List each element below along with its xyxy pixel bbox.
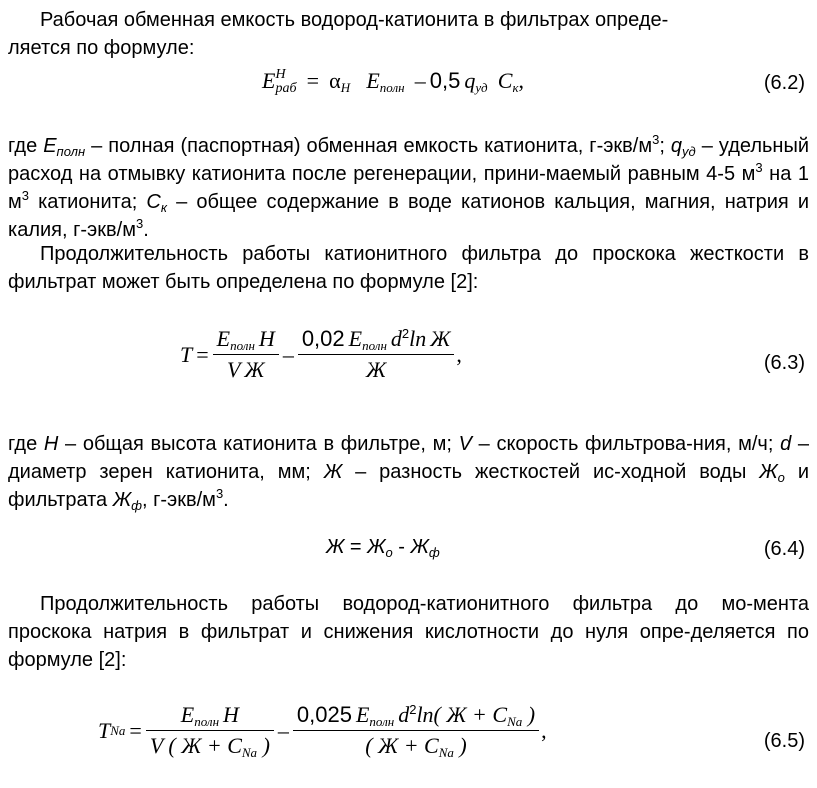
eq62-q: q — [464, 68, 476, 93]
eq62-sup-H: H — [275, 67, 286, 83]
equation-6-3 — [180, 326, 462, 383]
eq62-comma: , — [518, 68, 525, 93]
p4-sup-3: 3 — [215, 486, 224, 501]
eq65-comma: , — [541, 717, 547, 743]
eq65-n2-Na: Na — [507, 714, 523, 729]
p2-sup-3c: 3 — [21, 188, 29, 203]
paragraph-definitions-1 — [8, 132, 809, 244]
eq63-n2-coef: 0,02 — [301, 326, 345, 351]
equation-number-6-2: (6.2) — [763, 72, 805, 94]
eq65-fraction-1 — [146, 702, 274, 759]
p2-q-sub: уд — [682, 144, 696, 159]
eq63-n2-ln: ln — [409, 326, 427, 351]
eq65-minus: – — [277, 717, 289, 743]
intro-line-2: ляется по формуле: — [8, 37, 195, 59]
eq63-d1-V: V — [226, 357, 241, 382]
eq63-n1-sub: полн — [230, 338, 255, 353]
eq62-sub-rab: раб — [275, 81, 297, 97]
eq64-Zh-o: Ж — [367, 536, 386, 558]
p4-text-4: – диаметр зерен катионита, мм; — [8, 433, 809, 483]
eq64-Zh: Ж — [326, 536, 345, 558]
p4-H: H — [43, 433, 59, 455]
p2-E-sub: полн — [56, 144, 86, 159]
eq64-Zh-o-sub: о — [385, 545, 393, 560]
eq63-T: T — [180, 341, 193, 367]
eq65-d2-close: ) — [453, 733, 467, 758]
eq63-n2-Zh: Ж — [430, 326, 451, 351]
p4-Zh-o-sub: о — [777, 470, 785, 485]
p2-text-1: где — [8, 135, 44, 157]
p4-text-6: и фильтрата — [8, 461, 809, 511]
eq65-n2-d: d — [398, 702, 410, 727]
eq63-comma: , — [456, 341, 462, 367]
eq62-minus: – — [414, 68, 426, 93]
eq65-d1-sub: Na — [241, 745, 258, 760]
paragraph-intro — [8, 6, 809, 62]
p2-sup-3d: 3 — [135, 216, 144, 231]
eq65-fraction-2 — [293, 702, 539, 759]
eq63-n2-sub: полн — [362, 338, 387, 353]
p2-sup-3a: 3 — [652, 132, 660, 147]
equation-6-4 — [326, 536, 440, 559]
equation-number-6-3: (6.3) — [763, 352, 805, 374]
eq63-fraction-1 — [213, 326, 279, 383]
eq65-T: T — [98, 717, 111, 743]
p4-d: d — [780, 433, 792, 455]
eq63-d1-Zh: Ж — [244, 357, 265, 382]
p2-text-4: – удельный расход на отмывку катионита после регенерации, прини-маемый равным 4-5 м — [8, 135, 810, 185]
p2-text-5: на 1 м — [8, 163, 809, 213]
equation-number-6-5: (6.5) — [763, 730, 805, 752]
eq65-n2-close: ) — [522, 702, 536, 727]
eq62-E: E — [262, 68, 276, 93]
equation-6-2 — [262, 68, 524, 96]
eq63-d2-Zh: Ж — [366, 357, 387, 382]
equation-number-6-4: (6.4) — [763, 538, 805, 560]
eq63-equals: = — [196, 341, 209, 367]
eq63-n2-sup: 2 — [401, 326, 410, 341]
p4-Zh: Ж — [323, 461, 343, 483]
p2-text-8: . — [143, 219, 149, 241]
eq65-d2: ( Ж + C — [365, 733, 439, 758]
intro-line-1: Рабочая обменная емкость водород-катионита в фильтрах опреде- — [40, 9, 669, 31]
p4-Zh-f-sub: ф — [131, 498, 142, 513]
eq65-d1: V ( Ж + C — [149, 733, 242, 758]
eq65-n2-sub: полн — [369, 714, 395, 729]
eq62-equals: = — [306, 68, 320, 93]
p4-text-7: , г-экв/м — [141, 489, 216, 511]
p4-text-2: – общая высота катионита в фильтре, м; — [58, 433, 459, 455]
p4-text-8: . — [223, 489, 229, 511]
eq62-sub-ud: уд — [475, 80, 488, 95]
paragraph-definitions-2 — [8, 430, 809, 514]
eq65-n2-ln: ln( Ж + C — [416, 702, 508, 727]
eq63-n1-E: E — [216, 326, 231, 351]
eq65-n2-E: E — [355, 702, 370, 727]
eq64-equals: = — [344, 536, 368, 558]
eq63-n1-H: H — [258, 326, 275, 351]
eq65-d1-close: ) — [257, 733, 270, 758]
eq65-n1-H: H — [223, 702, 239, 727]
eq64-minus: - — [392, 536, 411, 558]
eq65-equals: = — [129, 717, 142, 743]
p2-sup-3b: 3 — [755, 160, 763, 175]
p2-C-sub: к — [160, 200, 167, 215]
eq62-sub-k: к — [512, 80, 519, 95]
eq63-n2-E: E — [348, 326, 363, 351]
p2-text-2: – полная (паспортная) обменная емкость катионита, г-экв/м — [85, 135, 653, 157]
p2-E: E — [43, 135, 57, 157]
p4-text-3: – скорость фильтрова-ния, м/ч; — [471, 433, 781, 455]
eq65-n1-sub: полн — [194, 714, 220, 729]
paragraph-duration-hardness: Продолжительность работы катионитного фильтра до проскока жесткости в фильтрат может быть определена по формуле [2]: — [8, 243, 809, 293]
eq63-fraction-2 — [298, 326, 455, 383]
eq62-alpha: α — [329, 68, 341, 93]
p4-V: V — [458, 433, 472, 455]
equation-6-5: T Na = $\frac{E_{полн} H}{V ( Ж + C_{Na} )}$ – $\frac{0,025 E_{полн} d^2\ln( Ж + C_{Na} )}{( Ж + C_{Na} )}$ , — [98, 702, 547, 760]
eq62-coef: 0,5 — [429, 68, 461, 93]
eq65-n1-E: E — [180, 702, 195, 727]
eq63-minus: – — [282, 341, 294, 367]
p2-text-7: – общее содержание в воде катионов кальция, магния, натрия и калия, г-экв/м — [8, 191, 810, 241]
eq65-d2-sub: Na — [438, 745, 454, 760]
eq65-n2-sup: 2 — [409, 702, 417, 717]
p4-text-5: – разность жесткостей ис-ходной воды — [342, 461, 760, 483]
p2-q: q — [670, 135, 683, 157]
eq63-n2-d: d — [390, 326, 402, 351]
eq62-C: C — [497, 68, 513, 93]
eq64-Zh-f: Ж — [410, 536, 429, 558]
p4-Zh-o: Ж — [759, 461, 778, 483]
p4-text-1: где — [8, 433, 44, 455]
eq62-E2: E — [366, 68, 380, 93]
eq64-Zh-f-sub: ф — [428, 545, 440, 560]
eq62-sub-poln: полн — [379, 80, 405, 95]
eq65-n2-coef: 0,025 — [296, 702, 352, 727]
p4-Zh-f: Ж — [112, 489, 132, 511]
p2-text-6: катионита; — [28, 191, 147, 213]
eq62-sub-H: H — [340, 80, 351, 95]
p2-text-3: ; — [659, 135, 671, 157]
eq62-E-scripts — [275, 68, 296, 96]
p2-C: C — [146, 191, 161, 213]
paragraph-duration-sodium: Продолжительность работы водород-катионитного фильтра до мо-мента проскока натрия в фильтрат и снижения кислотности до нуля опре-деляется по формуле [2]: — [8, 593, 809, 671]
